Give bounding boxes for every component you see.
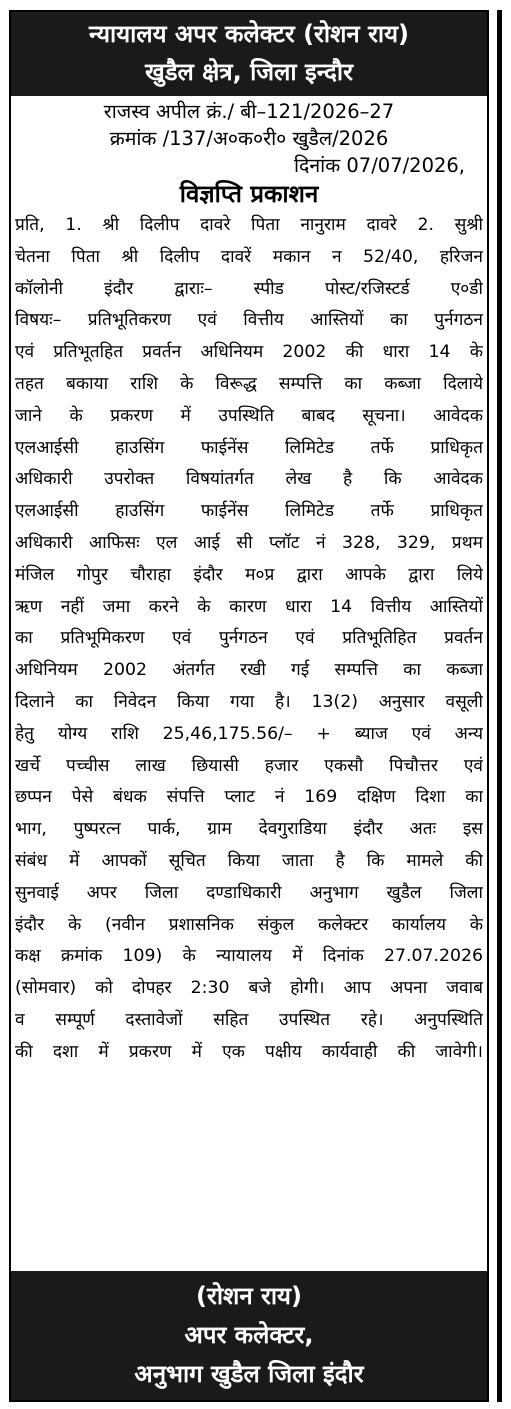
body-line: ऋण नहीं जमा करने के कारण धारा 14 वित्तीय आस्तियों <box>15 596 483 617</box>
body-line: मंजिल गोपुर चौराहा इंदौर म०प्र द्वारा आपके द्वारा लिये <box>15 564 483 585</box>
body-line: (सोमवार) को दोपहर 2:30 बजे होगी। आप अपना जवाब <box>15 978 483 999</box>
body-line: एलआईसी हाउसिंग फाईनेंस लिमिटेड तर्फे प्राधिकृत <box>15 437 483 458</box>
body-line: प्रति, 1. श्री दिलीप दावरे पिता नानुराम दावरे 2. सुश्री <box>15 215 483 235</box>
reference-block <box>11 96 487 179</box>
officer-name: (रोशन राय) <box>196 1282 302 1310</box>
body-line: अधिकारी आफिसः एल आई सी प्लॉट नं 328, 329, प्रथम <box>15 532 483 553</box>
case-number: क्रमांक /137/अ०क०री० खुडैल/2026 <box>109 127 389 150</box>
body-line: दिलाने का निवेदन किया गया है। 13(2) अनुसार वसूली <box>15 691 483 712</box>
notice-body <box>11 210 487 1069</box>
appeal-number: राजस्व अपील क्रं./ बी–121/2026–27 <box>103 100 395 123</box>
body-line: अधिकारी उपरोक्त विषयांतर्गत लेख है कि आवेदक <box>15 469 483 490</box>
notice-title: विज्ञप्ति प्रकाशन <box>179 180 319 208</box>
body-line: चेतना पिता श्री दिलीप दावरें मकान न 52/40, हरिजन <box>15 246 483 267</box>
body-line: तहत बकाया राशि के विरूद्ध सम्पत्ति का कब्जा दिलाये <box>15 373 483 394</box>
court-name: न्यायालय अपर कलेक्टर (रोशन राय) <box>88 20 409 48</box>
court-region: खुडैल क्षेत्र, जिला इन्दौर <box>145 58 353 86</box>
column-divider <box>497 10 502 1402</box>
body-line: व सम्पूर्ण दस्तावेजों सहित उपस्थित रहे। अनुपस्थिति <box>15 1009 483 1030</box>
officer-designation: अपर कलेक्टर, <box>184 1321 314 1349</box>
body-line: एवं प्रतिभूतहित प्रवर्तन अधिनियम 2002 की धारा 14 के <box>15 342 483 363</box>
body-line: जाने के प्रकरण में उपस्थिति बाबद सूचना। आवेदक <box>15 405 483 426</box>
signature-block <box>11 1271 487 1400</box>
body-line: कॉलोनी इंदौर द्वाराः– स्पीड पोस्ट/रजिस्टर्ड ए०डी <box>15 278 483 299</box>
officer-office: अनुभाग खुडैल जिला इंदौर <box>134 1360 364 1388</box>
body-line: सुनवाई अपर जिला दण्डाधिकारी अनुभाग खुडैल जिला <box>15 882 483 903</box>
notice-date: दिनांक 07/07/2026, <box>293 154 465 177</box>
body-line: हेतु योग्य राशि 25,46,175.56/– + ब्याज एवं अन्य <box>15 723 483 744</box>
body-line: विषयः– प्रतिभूतिकरण एवं वित्तीय आस्तियों का पुर्नगठन <box>15 310 483 331</box>
body-line: इंदौर के (नवीन प्रशासनिक संकुल कलेक्टर कार्यालय के <box>15 914 483 935</box>
body-line: भाग, पुष्परत्न पार्क, ग्राम देवगुराडिया इंदौर अतः इस <box>15 819 483 840</box>
body-line: कक्ष क्रमांक 109) के न्यायालय में दिनांक 27.07.2026 <box>15 946 483 967</box>
public-notice <box>9 10 489 1402</box>
body-line: संबंध में आपकों सूचित किया जाता है कि मामले की <box>15 850 483 871</box>
court-header <box>11 12 487 96</box>
body-line: एलआईसी हाउसिंग फाईनेंस लिमिटेड तर्फे प्राधिकृत <box>15 501 483 522</box>
body-line: छप्पन पेसे बंधक संपत्ति प्लाट नं 169 दक्षिण दिशा का <box>15 787 483 808</box>
body-line: की दशा में प्रकरण में एक पक्षीय कार्यवाही की जावेगी। <box>15 1041 483 1062</box>
body-line: अधिनियम 2002 अंतर्गत रखी गई सम्पत्ति का कब्जा <box>15 660 483 681</box>
body-line: खर्चे पच्चीस लाख छियासी हजार एकसौ पिचौत्तर एवं <box>15 755 483 776</box>
body-line: का प्रतिभूमिकरण एवं पुर्नगठन एवं प्रतिभूतिहित प्रवर्तन <box>15 628 483 649</box>
